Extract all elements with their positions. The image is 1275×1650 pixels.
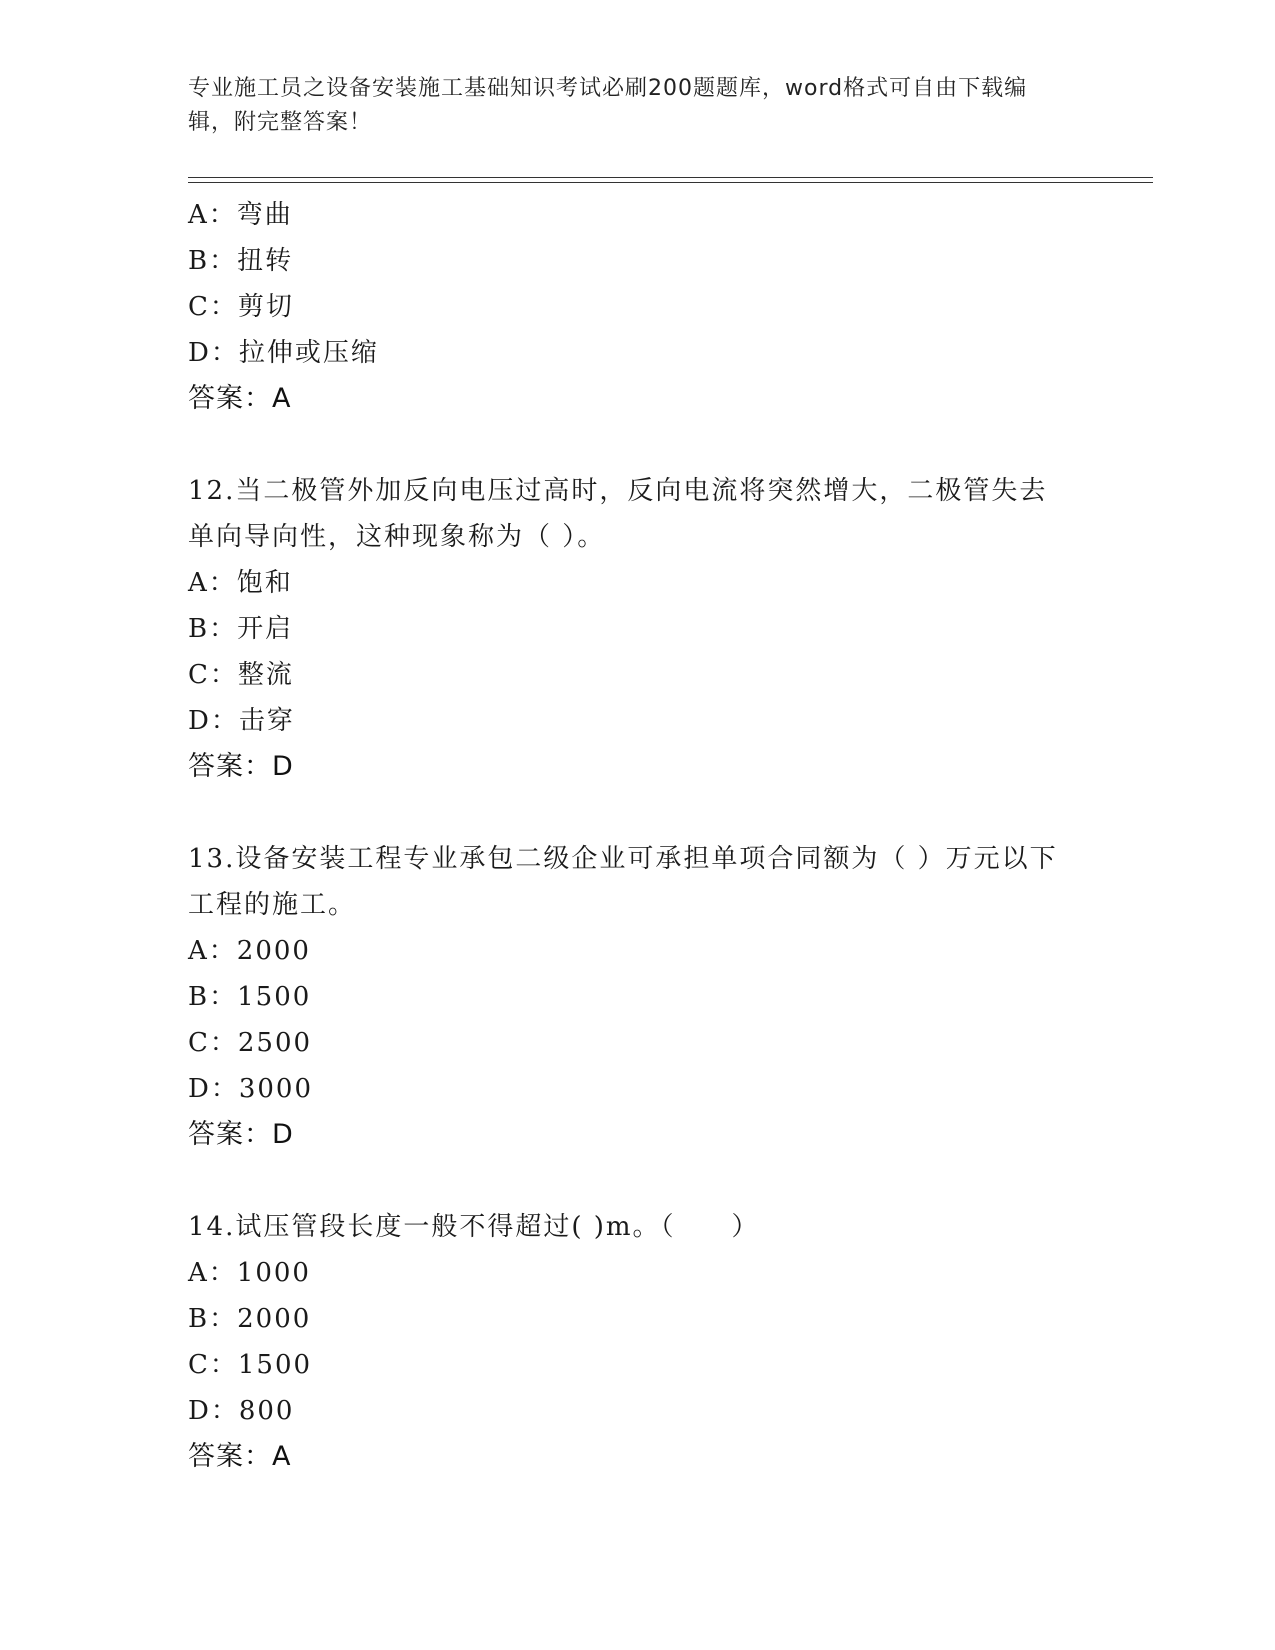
option-a: A：饱和 [188,568,293,598]
header-divider-bottom [188,182,1153,183]
question-block-14 [188,1204,1088,1480]
option-b: B：扭转 [188,246,294,276]
option-c: C：整流 [188,660,294,690]
document-header-title: 专业施工员之设备安装施工基础知识考试必刷200题题库，word格式可自由下载编辑，附完整答案！ [188,76,1028,135]
option-a: A：2000 [188,936,311,966]
question-list [188,192,1088,1480]
option-d: D：800 [188,1396,295,1426]
option-d: D：3000 [188,1074,314,1104]
question-text: 14.试压管段长度一般不得超过( )m。（ ） [188,1212,760,1242]
answer-label: 答案：A [188,383,292,414]
question-block-13 [188,836,1088,1158]
question-block-partial [188,192,1088,422]
option-c: C：1500 [188,1350,313,1380]
option-c: C：2500 [188,1028,313,1058]
option-b: B：1500 [188,982,312,1012]
question-text: 13.设备安装工程专业承包二级企业可承担单项合同额为（ ）万元以下工程的施工。 [188,844,1058,920]
option-a: A：1000 [188,1258,311,1288]
question-text: 12.当二极管外加反向电压过高时，反向电流将突然增大，二极管失去单向导向性，这种现象称为（ ）。 [188,476,1048,552]
answer-label: 答案：D [188,1119,294,1150]
option-b: B：2000 [188,1304,312,1334]
option-d: D：拉伸或压缩 [188,338,379,368]
option-c: C：剪切 [188,292,294,322]
question-block-12 [188,468,1088,790]
answer-label: 答案：D [188,751,294,782]
header-divider-top [188,177,1153,178]
option-b: B：开启 [188,614,294,644]
option-d: D：击穿 [188,706,295,736]
answer-label: 答案：A [188,1441,292,1472]
option-a: A：弯曲 [188,200,293,230]
